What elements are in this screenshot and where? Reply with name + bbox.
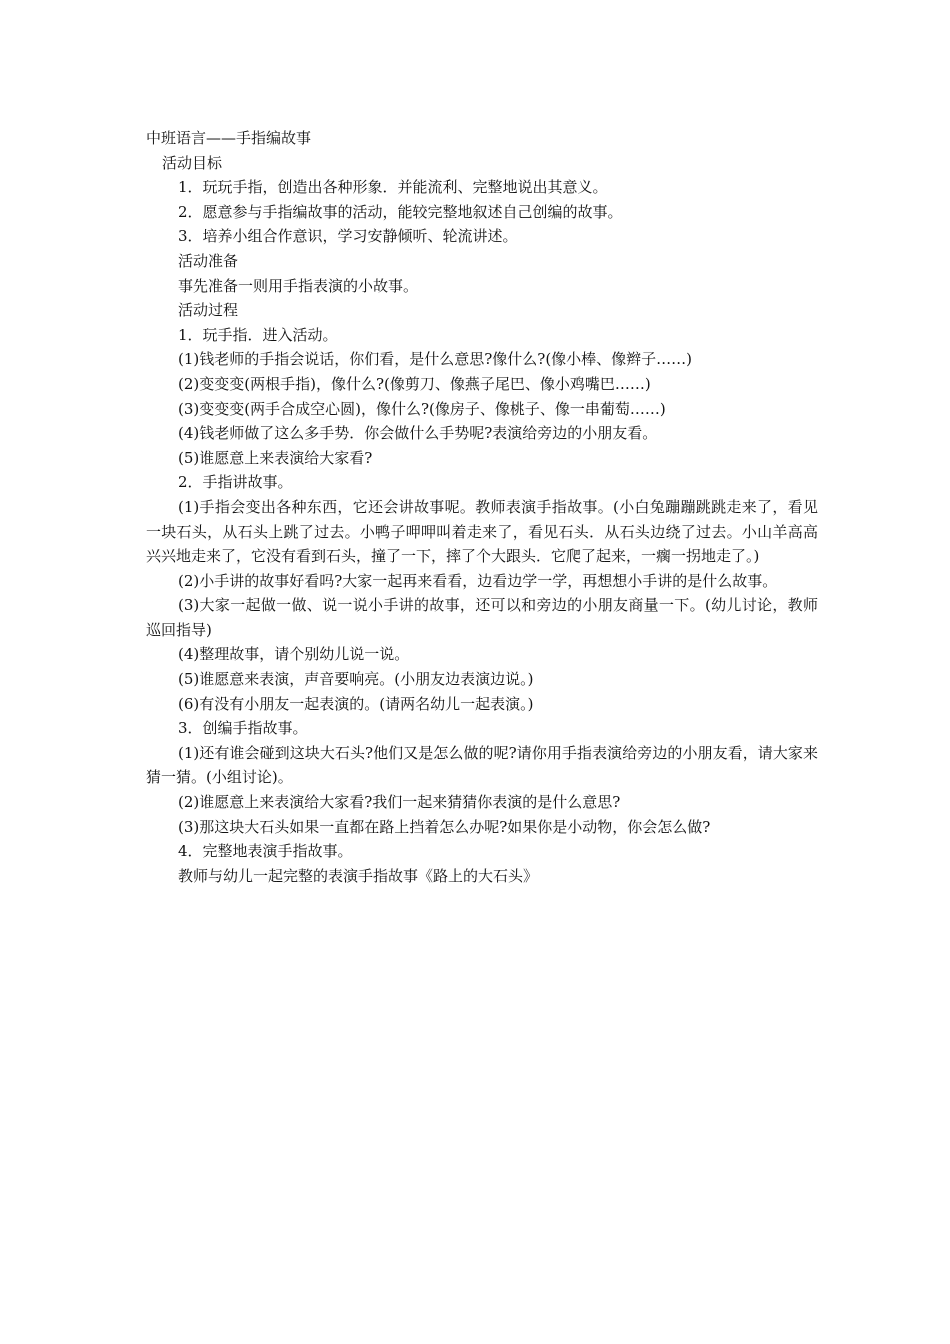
step-heading: 1．玩手指．进入活动。 xyxy=(178,325,338,344)
prep-heading: 活动准备 xyxy=(178,251,239,270)
goal-item: 3．培养小组合作意识，学习安静倾听、轮流讲述。 xyxy=(178,227,518,246)
step-item: (2)谁愿意上来表演给大家看?我们一起来猜猜你表演的是什么意思? xyxy=(178,793,621,812)
process-heading: 活动过程 xyxy=(178,301,239,320)
step-item: (1)手指会变出各种东西，它还会讲故事呢。教师表演手指故事。(小白兔蹦蹦跳跳走来了，看见一块石头，从石头上跳了过去。小鸭子呷呷叫着走来了，看见石头．从石头边绕了过去。小山羊高高兴兴地走来了，它没有看到石头，撞了一下，摔了个大跟头．它爬了起来，一瘸一拐地走了。) xyxy=(146,497,818,566)
step-item: (4)整理故事，请个别幼儿说一说。 xyxy=(178,645,410,664)
step-item: (4)钱老师做了这么多手势．你会做什么手势呢?表演给旁边的小朋友看。 xyxy=(178,424,658,443)
step-heading: 4．完整地表演手指故事。 xyxy=(178,842,353,861)
goals-heading: 活动目标 xyxy=(162,153,223,172)
step-item: (3)大家一起做一做、说一说小手讲的故事，还可以和旁边的小朋友商量一下。(幼儿讨论，教师巡回指导) xyxy=(146,596,818,639)
step-item: (3)变变变(两手合成空心圆)，像什么?(像房子、像桃子、像一串葡萄……) xyxy=(178,399,666,418)
goal-item: 2．愿意参与手指编故事的活动，能较完整地叙述自己创编的故事。 xyxy=(178,202,623,221)
step-item: (6)有没有小朋友一起表演的。(请两名幼儿一起表演。) xyxy=(178,694,534,713)
prep-text: 事先准备一则用手指表演的小故事。 xyxy=(178,276,419,295)
step-item: (5)谁愿意上来表演给大家看? xyxy=(178,448,373,467)
goal-item: 1．玩玩手指，创造出各种形象．并能流利、完整地说出其意义。 xyxy=(178,178,608,197)
step-item: (1)还有谁会碰到这块大石头?他们又是怎么做的呢?请你用手指表演给旁边的小朋友看，请大家来猜一猜。(小组讨论)。 xyxy=(146,743,818,787)
step-heading: 3．创编手指故事。 xyxy=(178,719,308,738)
step-item: (5)谁愿意来表演，声音要响亮。(小朋友边表演边说。) xyxy=(178,670,534,689)
document-title: 中班语言——手指编故事 xyxy=(146,129,312,147)
step-item: (2)变变变(两根手指)，像什么?(像剪刀、像燕子尾巴、像小鸡嘴巴……) xyxy=(178,374,651,393)
step-item: (3)那这块大石头如果一直都在路上挡着怎么办呢?如果你是小动物，你会怎么做? xyxy=(178,817,711,836)
document-body xyxy=(146,126,818,888)
step-item: (1)钱老师的手指会说话，你们看，是什么意思?像什么?(像小棒、像辫子……) xyxy=(178,350,693,369)
step-item: (2)小手讲的故事好看吗?大家一起再来看看，边看边学一学，再想想小手讲的是什么故事。 xyxy=(178,571,778,590)
step-heading: 2．手指讲故事。 xyxy=(178,473,293,492)
closing-text: 教师与幼儿一起完整的表演手指故事《路上的大石头》 xyxy=(178,866,539,885)
